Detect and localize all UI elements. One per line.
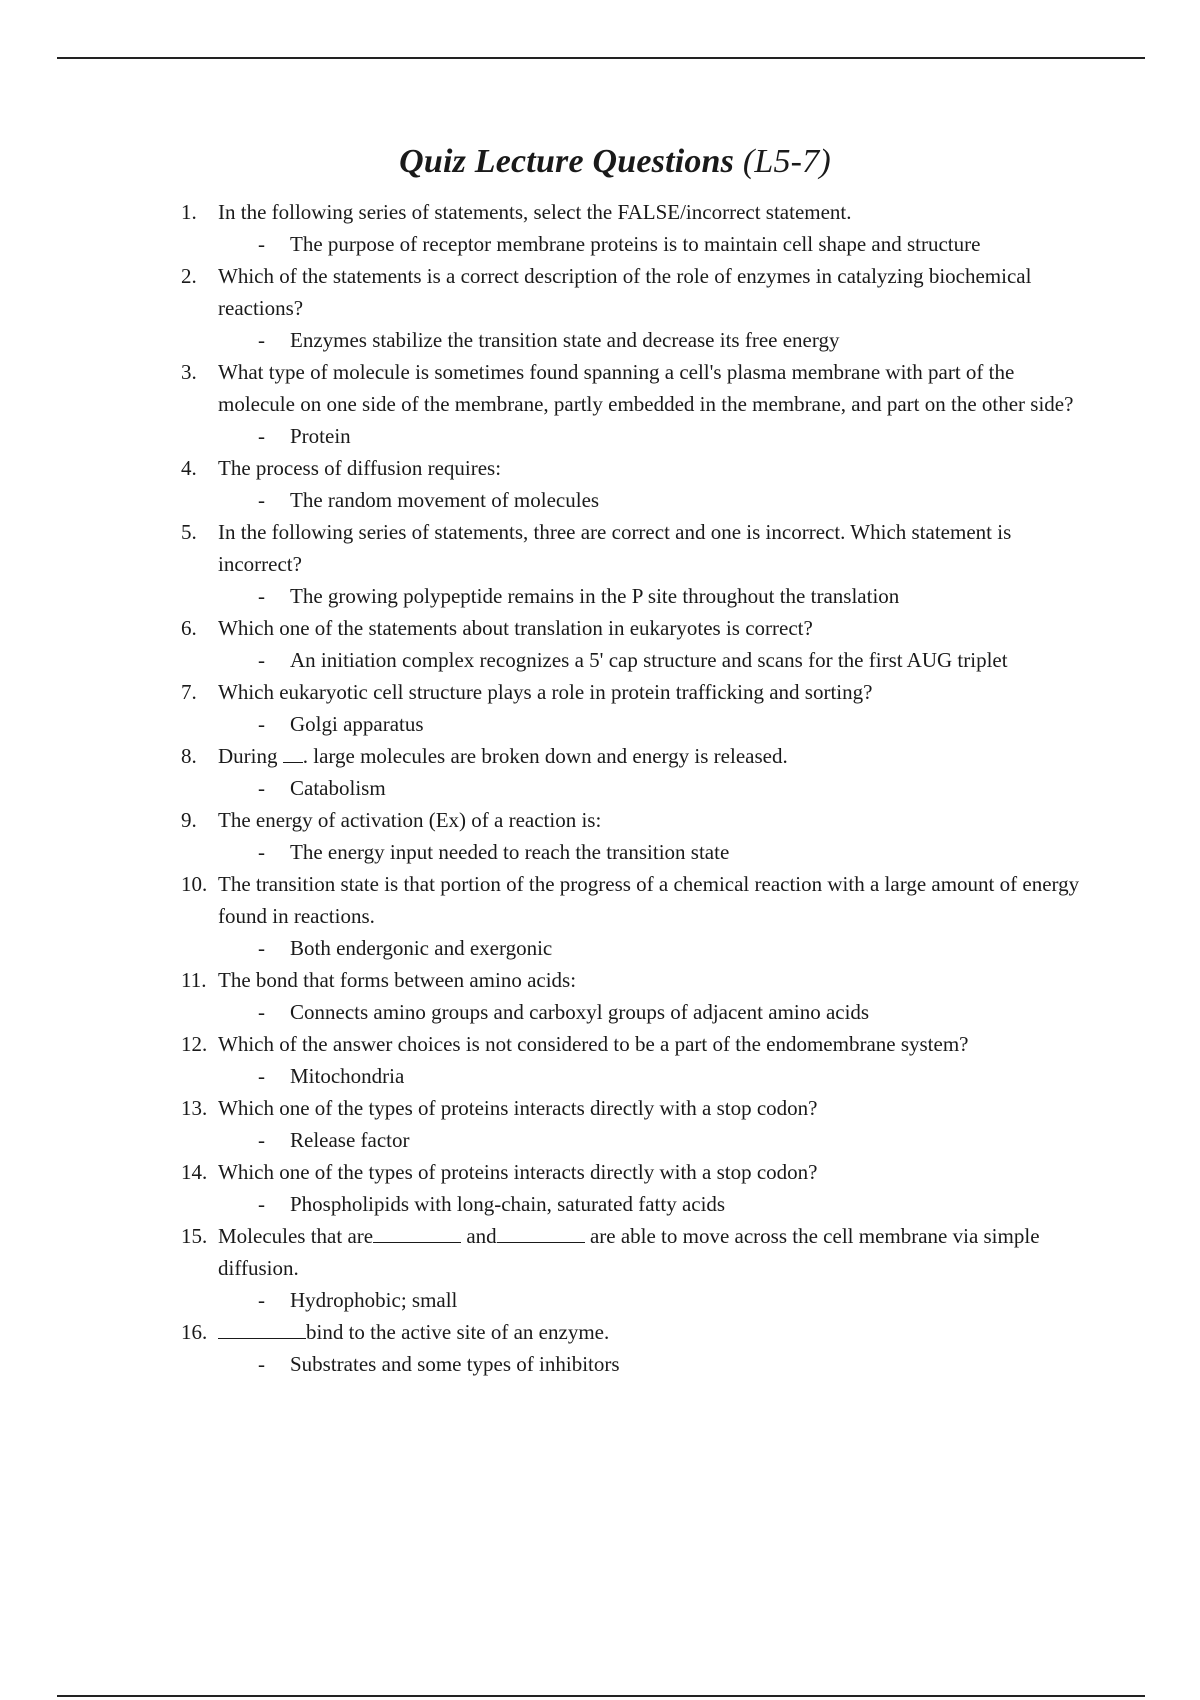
answer-item [218, 324, 1090, 356]
question-text: What type of molecule is sometimes found spanning a cell's plasma membrane with part of the molecule on one side of the membrane, partly embedded in the membrane, and part on the other side? [218, 360, 1074, 416]
question-item [0, 1092, 1088, 1156]
question-text [218, 1316, 1088, 1348]
answer-item [218, 580, 1090, 612]
answer-item [218, 484, 1090, 516]
dash-bullet: - [258, 1288, 265, 1312]
question-item [0, 260, 1088, 356]
top-rule [57, 57, 1145, 59]
question-text: Which one of the types of proteins interacts directly with a stop codon? [218, 1096, 818, 1120]
question-text: The energy of activation (Ex) of a reaction is: [218, 808, 602, 832]
question-text-part2: and [461, 1224, 497, 1248]
answer-item [218, 228, 1090, 260]
question-text: In the following series of statements, three are correct and one is incorrect. Which statement is incorrect? [218, 520, 1012, 576]
question-item [0, 516, 1088, 612]
question-text-before-blank: During [218, 744, 283, 768]
dash-bullet: - [258, 1352, 265, 1376]
question-item [0, 1220, 1088, 1316]
question-number: 13. [181, 1096, 208, 1120]
question-number: 14. [181, 1160, 208, 1184]
question-text: The transition state is that portion of the progress of a chemical reaction with a large amount of energy found in reactions. [218, 872, 1080, 928]
question-text: The process of diffusion requires: [218, 456, 502, 480]
question-text [218, 740, 1088, 772]
answer-item [218, 996, 1090, 1028]
question-number: 15. [181, 1224, 208, 1248]
question-item [0, 868, 1088, 964]
question-list [0, 196, 1088, 1380]
question-text-after-blank: bind to the active site of an enzyme. [306, 1320, 610, 1344]
answer-item [218, 1188, 1090, 1220]
dash-bullet: - [258, 1192, 265, 1216]
question-text-part1: Molecules that are [218, 1224, 374, 1248]
answer-text: Phospholipids with long-chain, saturated fatty acids [290, 1192, 726, 1216]
fill-in-blank [218, 1320, 306, 1339]
answer-item [218, 644, 1090, 676]
answer-item [218, 708, 1090, 740]
question-item [0, 452, 1088, 516]
answer-text: Hydrophobic; small [290, 1288, 458, 1312]
title-lecture-range: (L5-7) [742, 143, 831, 180]
answer-text: Protein [290, 424, 351, 448]
dash-bullet: - [258, 584, 265, 608]
question-item [0, 964, 1088, 1028]
answer-text: Substrates and some types of inhibitors [290, 1352, 620, 1376]
question-number: 11. [181, 968, 207, 992]
question-number: 12. [181, 1032, 208, 1056]
question-item [0, 676, 1088, 740]
question-number: 10. [181, 872, 208, 896]
question-number: 7. [181, 680, 197, 704]
answer-text: The purpose of receptor membrane proteins is to maintain cell shape and structure [290, 232, 981, 256]
question-text: Which eukaryotic cell structure plays a role in protein trafficking and sorting? [218, 680, 873, 704]
dash-bullet: - [258, 488, 265, 512]
answer-text: Mitochondria [290, 1064, 405, 1088]
dash-bullet: - [258, 1000, 265, 1024]
dash-bullet: - [258, 712, 265, 736]
question-item [0, 196, 1088, 260]
question-text: Which of the answer choices is not considered to be a part of the endomembrane system? [218, 1032, 969, 1056]
question-number: 3. [181, 360, 197, 384]
answer-item [218, 1284, 1090, 1316]
question-text: Which of the statements is a correct description of the role of enzymes in catalyzing biochemical reactions? [218, 264, 1032, 320]
question-text: Which one of the statements about translation in eukaryotes is correct? [218, 616, 813, 640]
dash-bullet: - [258, 776, 265, 800]
answer-text: The growing polypeptide remains in the P site throughout the translation [290, 584, 900, 608]
dash-bullet: - [258, 840, 265, 864]
question-text: In the following series of statements, select the FALSE/incorrect statement. [218, 200, 852, 224]
answer-text: Golgi apparatus [290, 712, 424, 736]
question-item [0, 740, 1088, 804]
question-number: 5. [181, 520, 197, 544]
answer-item [218, 932, 1090, 964]
answer-item [218, 836, 1090, 868]
answer-text: The energy input needed to reach the transition state [290, 840, 730, 864]
fill-in-blank [373, 1224, 461, 1243]
dash-bullet: - [258, 648, 265, 672]
question-number: 16. [181, 1320, 208, 1344]
answer-text: Connects amino groups and carboxyl groups of adjacent amino acids [290, 1000, 870, 1024]
question-item [0, 804, 1088, 868]
dash-bullet: - [258, 936, 265, 960]
answer-text: The random movement of molecules [290, 488, 600, 512]
question-item [0, 356, 1088, 452]
question-text: The bond that forms between amino acids: [218, 968, 577, 992]
answer-item [218, 772, 1090, 804]
fill-in-blank [497, 1224, 585, 1243]
question-item [0, 612, 1088, 676]
page-title [0, 143, 1200, 181]
bottom-rule [57, 1695, 1145, 1697]
dash-bullet: - [258, 232, 265, 256]
question-text-after-blank: . large molecules are broken down and energy is released. [302, 744, 788, 768]
question-text-part3: are able to move across the cell membrane via simple diffusion. [218, 1224, 1040, 1280]
answer-text: An initiation complex recognizes a 5' cap structure and scans for the first AUG triplet [290, 648, 1008, 672]
question-number: 2. [181, 264, 197, 288]
question-number: 6. [181, 616, 197, 640]
answer-text: Both endergonic and exergonic [290, 936, 553, 960]
title-main: Quiz Lecture Questions [399, 143, 735, 180]
answer-item [218, 420, 1090, 452]
fill-in-blank [283, 744, 303, 763]
dash-bullet: - [258, 1064, 265, 1088]
question-number: 4. [181, 456, 197, 480]
answer-item [218, 1060, 1090, 1092]
question-number: 9. [181, 808, 197, 832]
dash-bullet: - [258, 1128, 265, 1152]
question-item [0, 1316, 1088, 1380]
dash-bullet: - [258, 328, 265, 352]
question-number: 8. [181, 744, 197, 768]
dash-bullet: - [258, 424, 265, 448]
answer-item [218, 1124, 1090, 1156]
answer-text: Enzymes stabilize the transition state and decrease its free energy [290, 328, 840, 352]
answer-text: Catabolism [290, 776, 386, 800]
question-text: Which one of the types of proteins interacts directly with a stop codon? [218, 1160, 818, 1184]
question-text [218, 1220, 1088, 1284]
question-item [0, 1028, 1088, 1092]
question-number: 1. [181, 200, 197, 224]
answer-item [218, 1348, 1090, 1380]
answer-text: Release factor [290, 1128, 410, 1152]
question-item [0, 1156, 1088, 1220]
